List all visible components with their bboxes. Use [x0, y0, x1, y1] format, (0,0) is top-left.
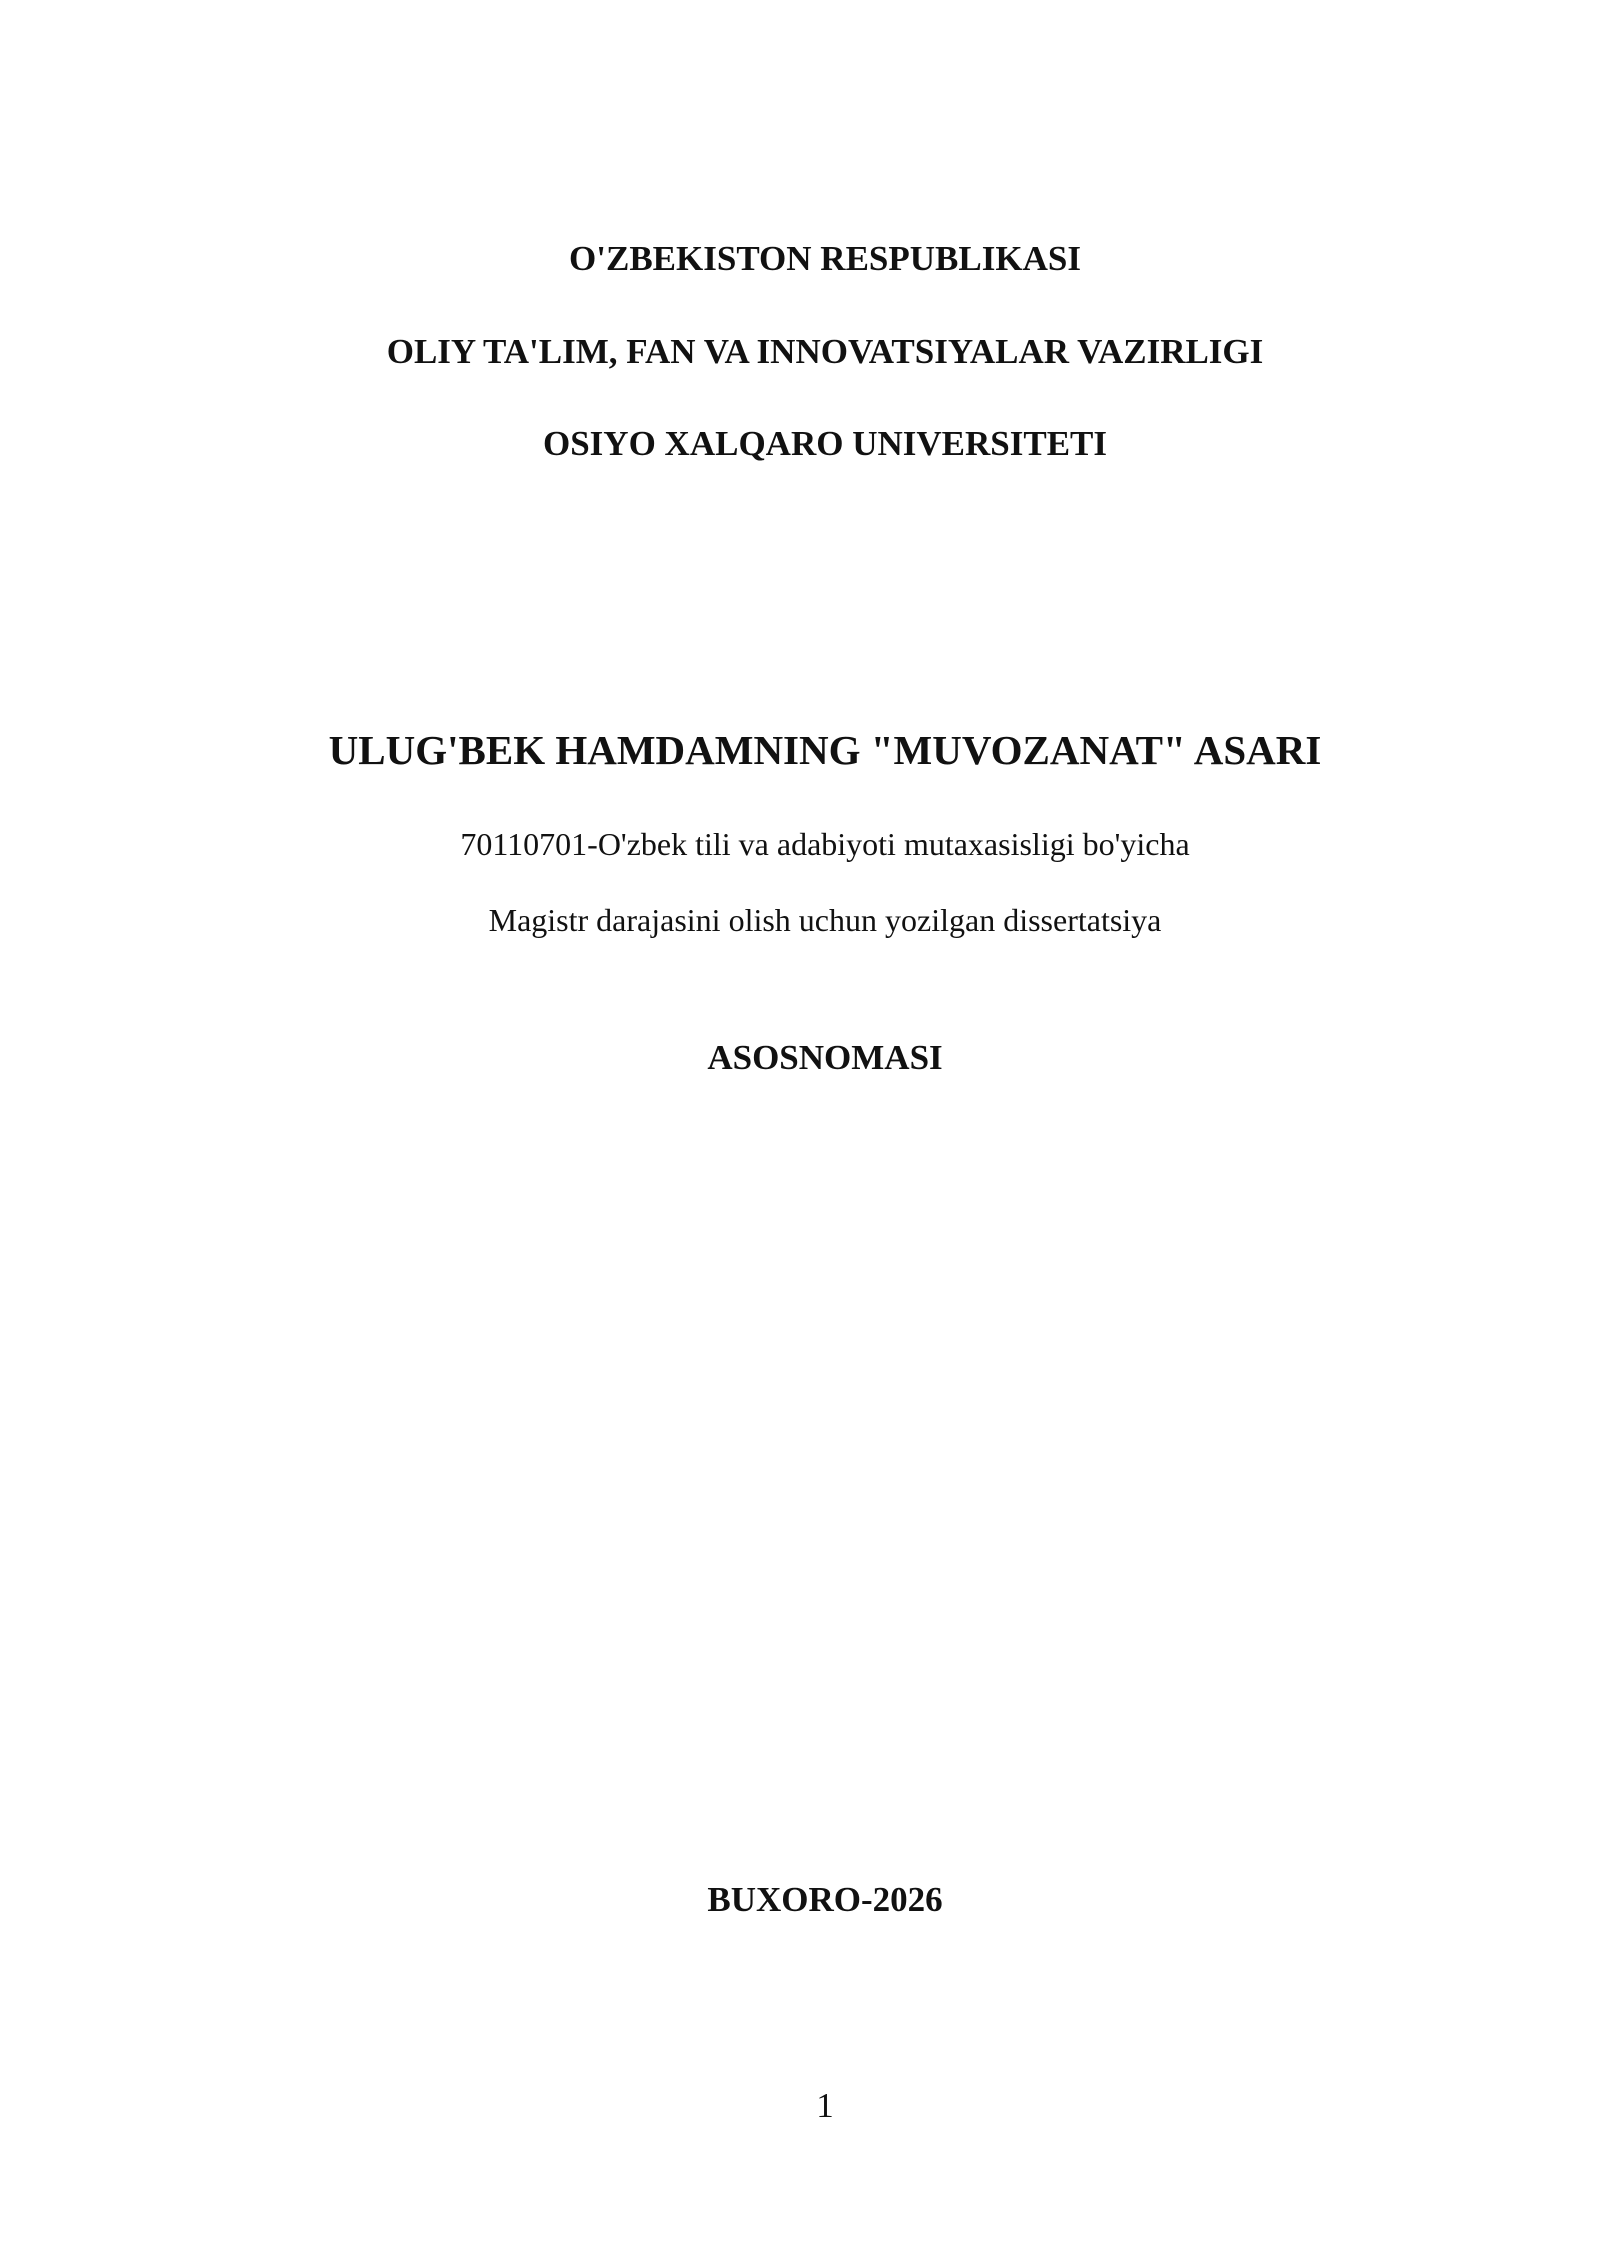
university-heading: OSIYO XALQARO UNIVERSITETI [542, 424, 1108, 463]
section-heading: ASOSNOMASI [707, 1038, 943, 1077]
page-number: 1 [816, 2086, 834, 2125]
degree-line: Magistr darajasini olish uchun yozilgan dissertatsiya [488, 902, 1162, 938]
place-year: BUXORO-2026 [707, 1880, 943, 1919]
specialty-line: 70110701-O'zbek tili va adabiyoti mutaxasisligi bo'yicha [460, 826, 1190, 862]
document-title: ULUG'BEK HAMDAMNING "MUVOZANAT" ASARI [328, 727, 1322, 773]
ministry-heading: OLIY TA'LIM, FAN VA INNOVATSIYALAR VAZIRLIGI [386, 332, 1264, 371]
country-heading: O'ZBEKISTON RESPUBLIKASI [569, 239, 1081, 278]
